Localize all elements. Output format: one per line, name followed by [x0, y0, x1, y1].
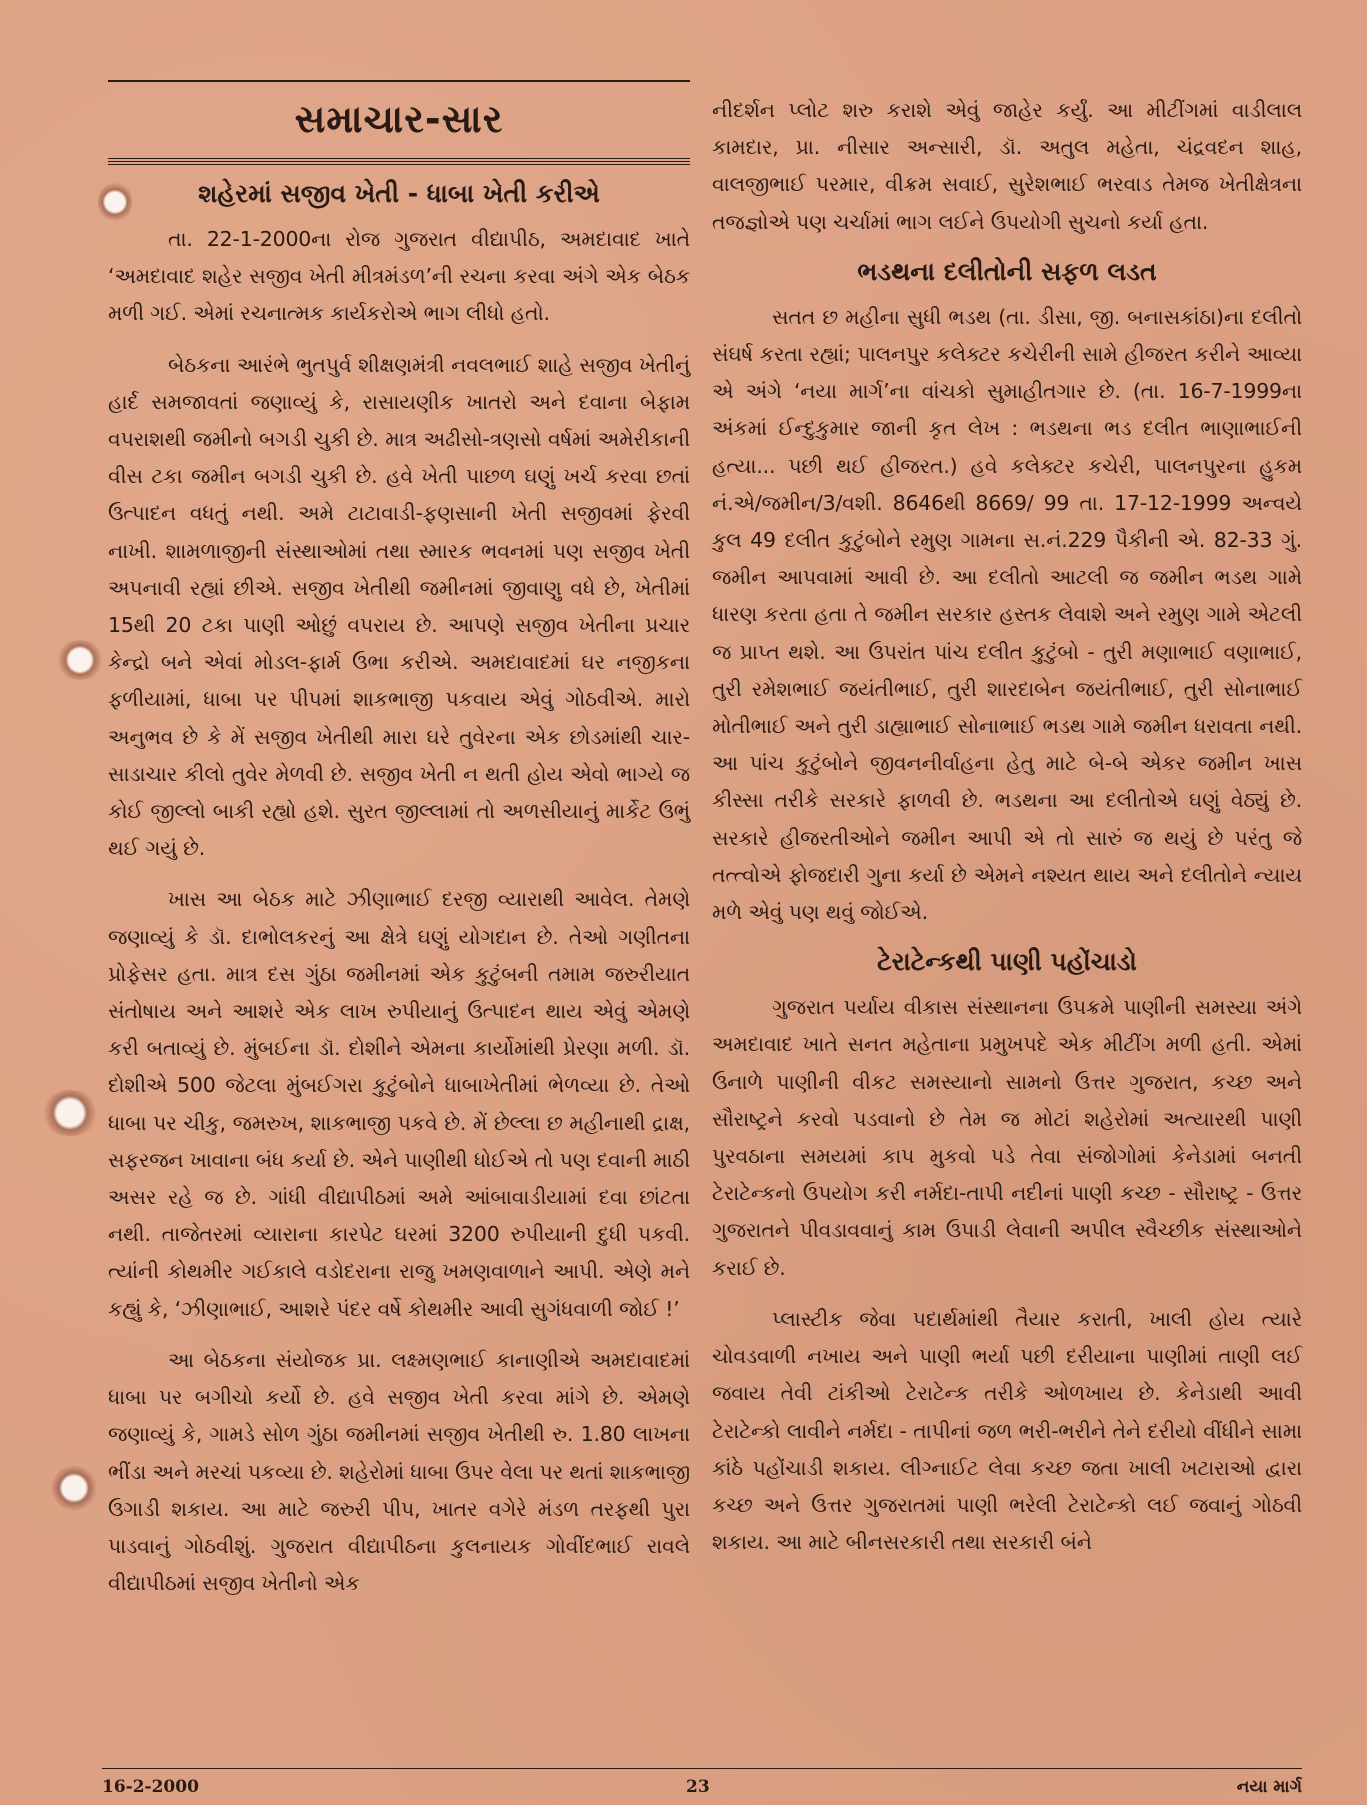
article-paragraph: ગુજરાત પર્યાય વીકાસ સંસ્થાનના ઉપક્રમે પાણીની સમસ્યા અંગે અમદાવાદ ખાતે સનત મહેતાના પ્રમુખપદે એક મીટીંગ મળી હતી. એમાં ઉનાળે પાણીની વીકટ સમસ્યાનો સામનો ઉત્તર ગુજરાત, કચ્છ અને સૌરાષ્ટ્રને કરવો પડવાનો છે તેમ જ મોટાં શહેરોમાં અત્યારથી પાણી પુરવઠાના સમયમાં કાપ મુકવો પડે તેવા સંજોગોમાં કેનેડામાં બનતી ટેરાટેન્કનો ઉપયોગ કરી નર્મદા-તાપી નદીનાં પાણી કચ્છ - સૌરાષ્ટ્ર - ઉત્તર ગુજરાતને પીવડાવવાનું કામ ઉપાડી લેવાની અપીલ સ્વૈચ્છીક સંસ્થાઓને કરાઈ છે.: [712, 995, 1302, 1280]
issue-date: 16-2-2000: [102, 1777, 199, 1797]
headline-dalit-struggle: ભડથના દલીતોની સફળ લડત: [857, 256, 1157, 286]
footer-rule: [102, 1768, 1302, 1769]
article-paragraph: આ બેઠકના સંયોજક પ્રા. લક્ષ્મણભાઈ કાનાણીએ અમદાવાદમાં ધાબા પર બગીચો કર્યો છે. હવે સજીવ ખેતી કરવા માંગે છે. એમણે જણાવ્યું કે, ગામડે સોળ ગુંઠા જમીનમાં સજીવ ખેતીથી રુ. 1.80 લાખના ભીંડા અને મરચાં પકવ્યા છે. શહેરોમાં ધાબા ઉપર વેલા પર થતાં શાકભાજી ઉગાડી શકાય. આ માટે જરુરી પીપ, ખાતર વગેરે મંડળ તરફથી પુરા પાડવાનું ગોઠવીશું. ગુજરાત વીદ્યાપીઠના કુલનાયક ગોવીંદભાઈ રાવલે વીદ્યાપીઠમાં સજીવ ખેતીનો એક: [108, 1347, 690, 1596]
page-footer: [102, 1777, 1302, 1801]
article-paragraph-continued: નીદર્શન પ્લોટ શરુ કરાશે એવું જાહેર કર્યું. આ મીટીંગમાં વાડીલાલ કામદાર, પ્રા. નીસાર અન્સારી, ડૉ. અતુલ મહેતા, ચંદ્રવદન શાહ, વાલજીભાઈ પરમાર, વીક્રમ સવાઈ, સુરેશભાઈ ભરવાડ તેમજ ખેતીક્ષેત્રના તજજ્ઞોએ પણ ચર્ચામાં ભાગ લઈને ઉપયોગી સુચનો કર્યા હતા.: [712, 98, 1302, 234]
left-column: [108, 80, 690, 1616]
paper-damage-mark: [55, 640, 105, 680]
masthead-bottom-rule: [108, 158, 690, 165]
page-number: 23: [686, 1777, 710, 1797]
paper-damage-mark: [40, 1090, 100, 1136]
paper-damage-mark: [50, 1465, 98, 1511]
magazine-name: નયા માર્ગ: [1236, 1777, 1302, 1797]
paper-damage-mark: [98, 180, 132, 224]
right-column: [712, 92, 1302, 1575]
article-paragraph: બેઠકના આરંભે ભુતપુર્વ શીક્ષણમંત્રી નવલભાઈ શાહે સજીવ ખેતીનું હાર્દ સમજાવતાં જણાવ્યું કે, રાસાયણીક ખાતરો અને દવાના બેફામ વપરાશથી જમીનો બગડી ચુકી છે. માત્ર અઢીસો-ત્રણસો વર્ષમાં અમેરીકાની વીસ ટકા જમીન બગડી ચુકી છે. હવે ખેતી પાછળ ઘણું ખર્ચ કરવા છતાં ઉત્પાદન વધતું નથી. અમે ટાટાવાડી-ફણસાની ખેતી સજીવમાં ફેરવી નાખી. શામળાજીની સંસ્થાઓમાં તથા સ્મારક ભવનમાં પણ સજીવ ખેતી અપનાવી રહ્યાં છીએ. સજીવ ખેતીથી જમીનમાં જીવાણુ વધે છે, ખેતીમાં 15થી 20 ટકા પાણી ઓછું વપરાય છે. આપણે સજીવ ખેતીના પ્રચાર કેન્દ્રો બને એવાં મોડલ-ફાર્મ ઉભા કરીએ. અમદાવાદમાં ઘર નજીકના ફળીયામાં, ધાબા પર પીપમાં શાકભાજી પકવાય એવું ગોઠવીએ. મારો અનુભવ છે કે મેં સજીવ ખેતીથી મારા ઘરે તુવેરના એક છોડમાંથી ચાર-સાડાચાર કીલો તુવેર મેળવી છે. સજીવ ખેતી ન થતી હોય એવો ભાગ્યે જ કોઈ જીલ્લો બાકી રહ્યો હશે. સુરત જીલ્લામાં તો અળસીયાનું માર્કેટ ઉભું થઈ ગયું છે.: [108, 352, 690, 861]
section-masthead: સમાચાર-સાર: [294, 97, 504, 141]
article-paragraph: તા. 22-1-2000ના રોજ ગુજરાત વીદ્યાપીઠ, અમદાવાદ ખાતે ‘અમદાવાદ શહેર સજીવ ખેતી મીત્રમંડળ’ની રચના કરવા અંગે એક બેઠક મળી ગઈ. એમાં રચનાત્મક કાર્યકરોએ ભાગ લીધો હતો.: [108, 227, 690, 326]
article-paragraph: પ્લાસ્ટીક જેવા પદાર્થમાંથી તૈયાર કરાતી, ખાલી હોય ત્યારે ચોવડવાળી નખાય અને પાણી ભર્યા પછી દરીયાના પાણીમાં તાણી લઈ જવાય તેવી ટાંકીઓ ટેરાટેન્ક તરીકે ઓળખાય છે. કેનેડાથી આવી ટેરાટેન્કો લાવીને નર્મદા - તાપીનાં જળ ભરી-ભરીને તેને દરીયો વીંધીને સામા કાંઠે પહોંચાડી શકાય. લીગ્નાઈટ લેવા કચ્છ જતા ખાલી ખટારાઓ દ્વારા કચ્છ અને ઉત્તર ગુજરાતમાં પાણી ભરેલી ટેરાટેન્કો લઈ જવાનું ગોઠવી શકાય. આ માટે બીનસરકારી તથા સરકારી બંને: [712, 1306, 1302, 1555]
article-paragraph: ખાસ આ બેઠક માટે ઝીણાભાઈ દરજી વ્યારાથી આવેલ. તેમણે જણાવ્યું કે ડૉ. દાભોલકરનું આ ક્ષેત્રે ઘણું યોગદાન છે. તેઓ ગણીતના પ્રોફેસર હતા. માત્ર દસ ગુંઠા જમીનમાં એક કુટુંબની તમામ જરુરીયાત સંતોષાય અને આશરે એક લાખ રુપીયાનું ઉત્પાદન થાય એવું એમણે કરી બતાવ્યું છે. મુંબઈના ડૉ. દોશીને એમના કાર્યોમાંથી પ્રેરણા મળી. ડૉ. દોશીએ 500 જેટલા મુંબઈગરા કુટુંબોને ધાબાખેતીમાં ભેળવ્યા છે. તેઓ ધાબા પર ચીકુ, જમરુખ, શાકભાજી પકવે છે. મેં છેલ્લા છ મહીનાથી દ્રાક્ષ, સફરજન ખાવાના બંધ કર્યા છે. એને પાણીથી ધોઈએ તો પણ દવાની માઠી અસર રહે જ છે. ગાંધી વીદ્યાપીઠમાં અમે આંબાવાડીયામાં દવા છાંટતા નથી. તાજેતરમાં વ્યારાના કારપેટ ઘરમાં 3200 રુપીયાની દુધી પકવી. ત્યાંની કોથમીર ગઈકાલે વડોદરાના રાજુ ખમણવાળાને આપી. એણે મને કહ્યું કે, ‘ઝીણાભાઈ, આશરે પંદર વર્ષે કોથમીર આવી સુગંધવાળી જોઈ !’: [108, 887, 690, 1321]
article-paragraph: સતત છ મહીના સુધી ભડથ (તા. ડીસા, જી. બનાસકાંઠા)ના દલીતો સંઘર્ષ કરતા રહ્યાં; પાલનપુર કલેક્ટર કચેરીની સામે હીજરત કરીને આવ્યા એ અંગે ‘નયા માર્ગ’ના વાંચકો સુમાહીતગાર છે. (તા. 16-7-1999ના અંકમાં ઈન્દુકુમાર જાની કૃત લેખ : ભડથના ભડ દલીત ભાણાભાઈની હત્યા... પછી થઈ હીજરત.) હવે કલેક્ટર કચેરી, પાલનપુરના હુકમ નં.એ/જમીન/3/વશી. 8646થી 8669/ 99 તા. 17-12-1999 અન્વયે કુલ 49 દલીત કુટુંબોને રમુણ ગામના સ.નં.229 પૈકીની એ. 82-33 ગું. જમીન આપવામાં આવી છે. આ દલીતો આટલી જ જમીન ભડથ ગામે ધારણ કરતા હતા તે જમીન સરકાર હસ્તક લેવાશે અને રમુણ ગામે એટલી જ પ્રાપ્ત થશે. આ ઉપરાંત પાંચ દલીત કુટુંબો - તુરી મણાભાઈ વણાભાઈ, તુરી રમેશભાઈ જયંતીભાઈ, તુરી શારદાબેન જયંતીભાઈ, તુરી સોનાભાઈ મોતીભાઈ અને તુરી ડાહ્યાભાઈ સોનાભાઈ ભડથ ગામે જમીન ધરાવતા નથી. આ પાંચ કુટુંબોને જીવનનીર્વાહના હેતુ માટે બે-બે એકર જમીન ખાસ કીસ્સા તરીકે સરકારે ફાળવી છે. ભડથના આ દલીતોએ ઘણું વેઠ્યું છે. સરકારે હીજરતીઓને જમીન આપી એ તો સારું જ થયું છે પરંતુ જે તત્ત્વોએ ફોજદારી ગુના કર્યા છે એમને નશ્યત થાય અને દલીતોને ન્યાય મળે એવું પણ થવું જોઈએ.: [712, 304, 1302, 925]
headline-terratank-water: ટેરાટેન્કથી પાણી પહોંચાડો: [877, 947, 1137, 977]
headline-organic-farming: શહેરમાં સજીવ ખેતી - ધાબા ખેતી કરીએ: [198, 179, 600, 208]
masthead-top-rule: [108, 80, 690, 82]
